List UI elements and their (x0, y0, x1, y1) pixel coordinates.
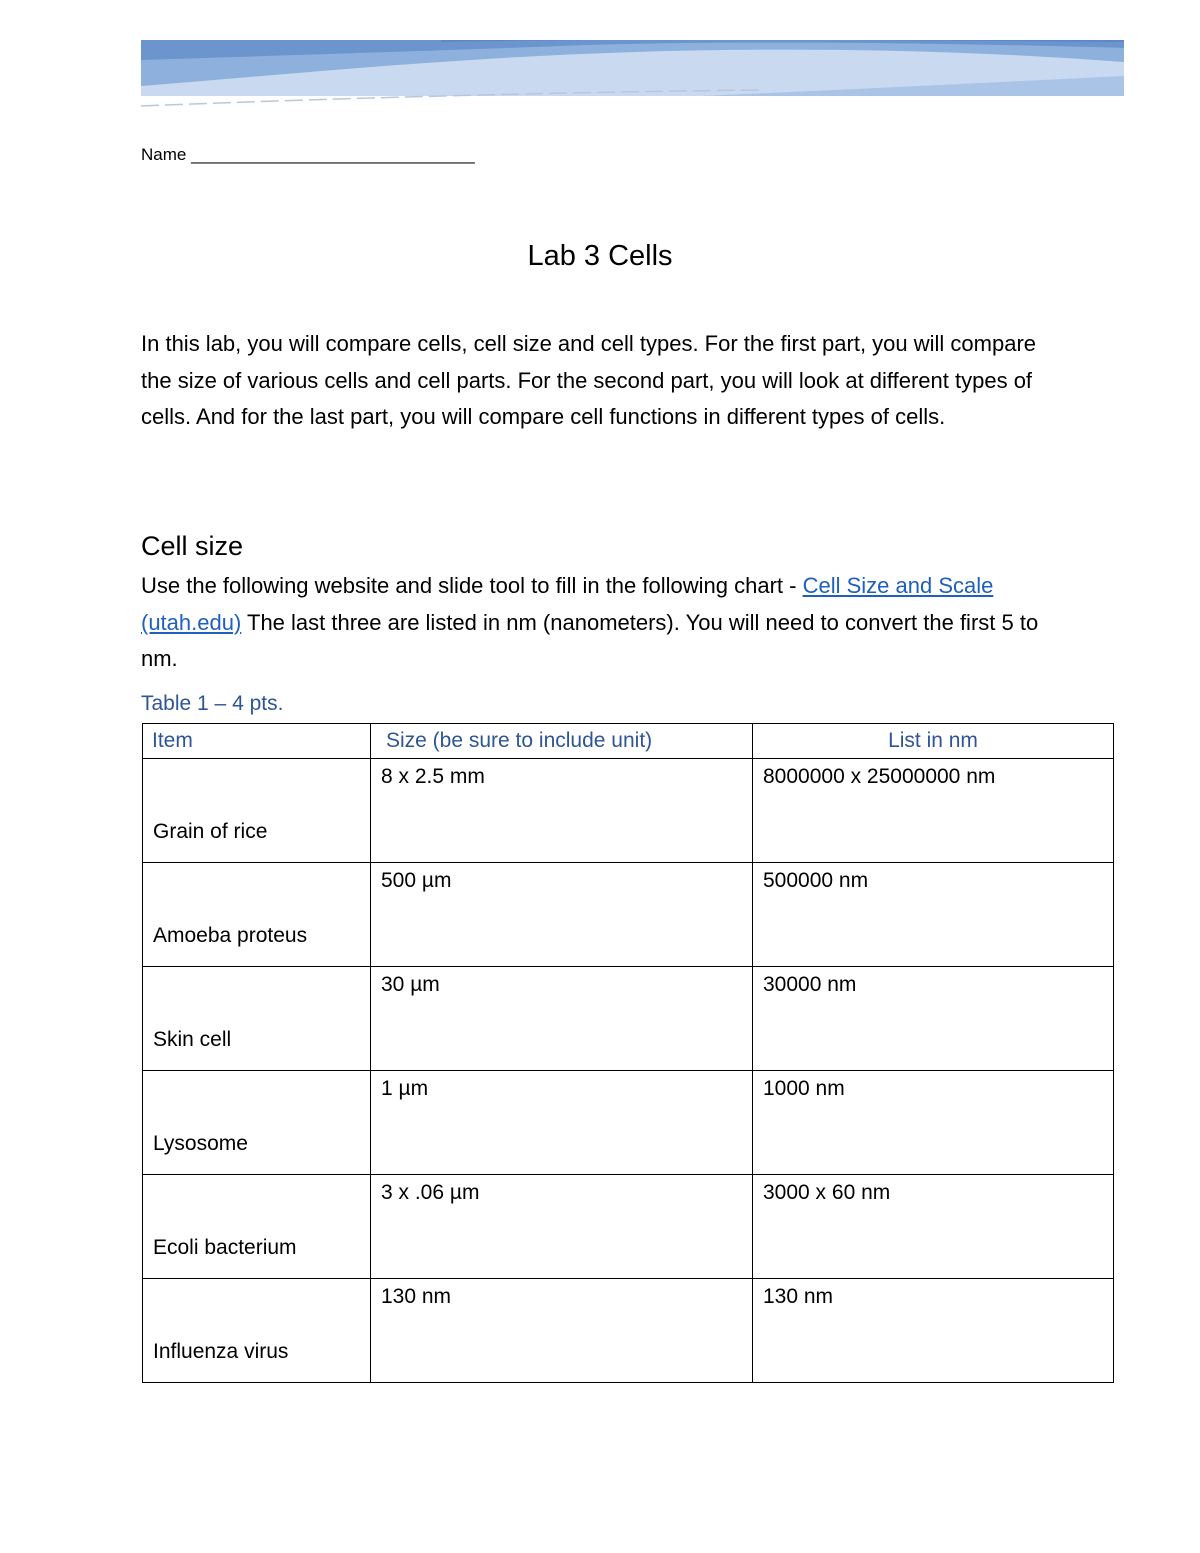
size-value: 1 µm (381, 1077, 429, 1100)
size-value: 8 x 2.5 mm (381, 765, 485, 788)
table-row (143, 759, 1114, 863)
cell-size-link[interactable]: Cell Size and Scale (utah.edu) (141, 573, 994, 635)
nm-value: 30000 nm (763, 973, 857, 996)
size-cell[interactable] (371, 1175, 753, 1279)
size-cell[interactable] (371, 863, 753, 967)
column-header-size: Size (be sure to include unit) (371, 724, 753, 759)
nm-cell[interactable] (753, 863, 1114, 967)
size-value: 500 µm (381, 869, 452, 892)
page-title: Lab 3 Cells (527, 240, 673, 272)
column-header-item: Item (143, 724, 371, 759)
table-header-row (143, 724, 1114, 759)
nm-value: 8000000 x 25000000 nm (763, 765, 996, 788)
nm-value: 130 nm (763, 1285, 834, 1308)
nm-value: 3000 x 60 nm (763, 1181, 891, 1204)
size-value: 130 nm (381, 1285, 452, 1308)
item-cell (143, 863, 371, 967)
cell-size-table (142, 723, 1114, 1383)
nm-value: 500000 nm (763, 869, 869, 892)
name-field-label: Name ______________________________ (141, 145, 475, 164)
size-cell[interactable] (371, 759, 753, 863)
item-cell (143, 1175, 371, 1279)
item-cell (143, 967, 371, 1071)
size-value: 30 µm (381, 973, 440, 996)
instructions-text-end: The last three are listed in nm (nanometers). You will need to convert the first 5 to nm. (141, 609, 1039, 671)
cell-size-instructions (141, 568, 1076, 678)
item-name: Lysosome (153, 1132, 248, 1155)
nm-cell[interactable] (753, 967, 1114, 1071)
table-caption: Table 1 – 4 pts. (141, 692, 284, 715)
item-name: Grain of rice (153, 820, 268, 843)
table-row (143, 1279, 1114, 1383)
table-row (143, 1175, 1114, 1279)
table-row (143, 863, 1114, 967)
item-name: Skin cell (153, 1028, 232, 1051)
column-header-nm: List in nm (753, 724, 1114, 759)
instructions-text-start: Use the following website and slide tool to fill in the following chart - (141, 573, 803, 598)
table-row (143, 967, 1114, 1071)
cell-size-heading: Cell size (141, 531, 244, 561)
size-value: 3 x .06 µm (381, 1181, 480, 1204)
item-name: Ecoli bacterium (153, 1236, 297, 1259)
item-cell (143, 1071, 371, 1175)
size-cell[interactable] (371, 1071, 753, 1175)
header-banner (141, 40, 1124, 112)
nm-cell[interactable] (753, 1279, 1114, 1383)
intro-paragraph: In this lab, you will compare cells, cell size and cell types. For the first part, you will compare the size of various cells and cell parts. For the second part, you will look at different types of cells. And for the last part, you will compare cell functions in different types of cells. (141, 331, 1037, 429)
item-cell (143, 1279, 371, 1383)
size-cell[interactable] (371, 1279, 753, 1383)
item-name: Amoeba proteus (153, 924, 308, 947)
size-cell[interactable] (371, 967, 753, 1071)
nm-value: 1000 nm (763, 1077, 845, 1100)
nm-cell[interactable] (753, 1175, 1114, 1279)
item-name: Influenza virus (153, 1340, 289, 1363)
nm-cell[interactable] (753, 759, 1114, 863)
item-cell (143, 759, 371, 863)
table-row (143, 1071, 1114, 1175)
nm-cell[interactable] (753, 1071, 1114, 1175)
